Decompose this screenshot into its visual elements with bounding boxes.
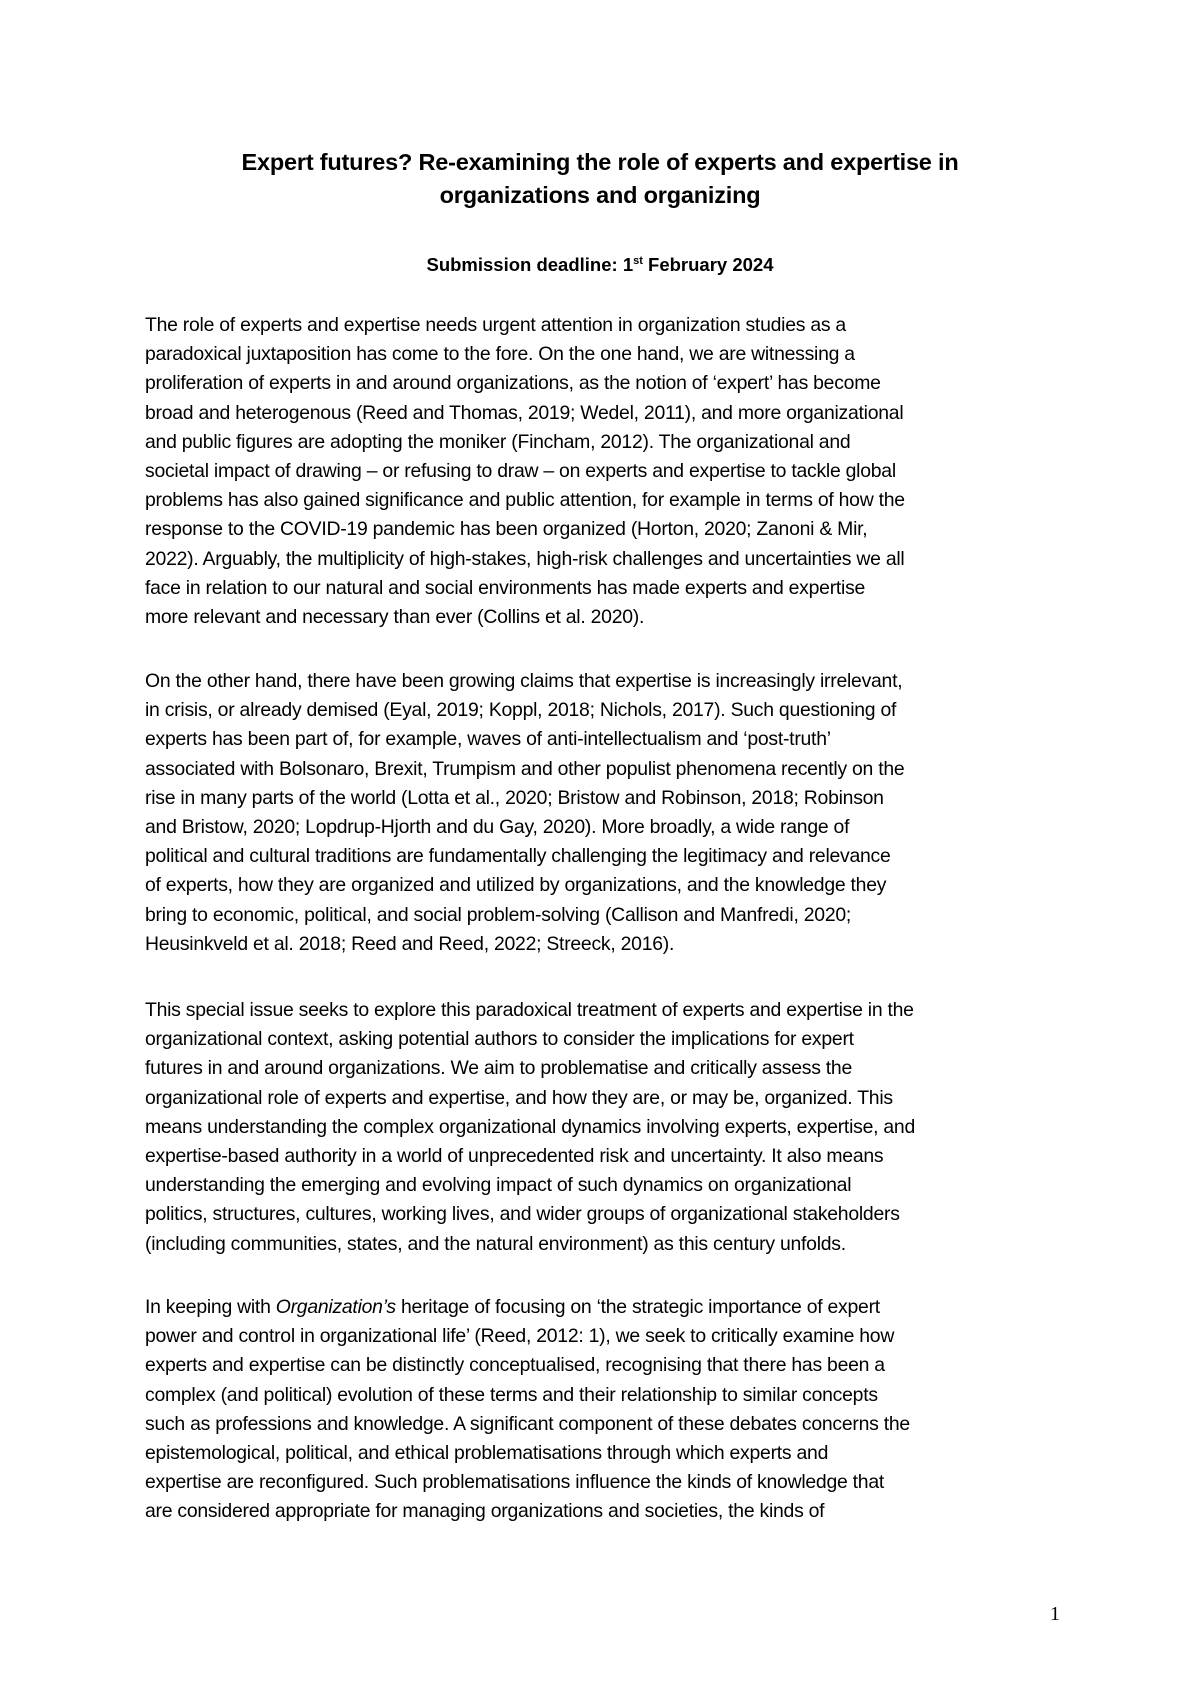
text-segment: heritage of focusing on ‘the strategic importance of expert <box>395 1296 880 1318</box>
text-line: On the other hand, there have been growing claims that expertise is increasingly irrelevant, <box>145 670 903 692</box>
text-line: broad and heterogenous (Reed and Thomas, 2019; Wedel, 2011), and more organizational <box>145 401 904 424</box>
paragraph-1 <box>145 311 1057 632</box>
text-line: futures in and around organizations. We aim to problematise and critically assess the <box>145 1057 852 1080</box>
text-line: (including communities, states, and the natural environment) as this century unfolds. <box>145 1232 846 1255</box>
paragraph-4 <box>145 1293 1057 1527</box>
deadline-prefix: Submission deadline: 1 <box>426 254 634 275</box>
text-line: societal impact of drawing – or refusing to draw – on experts and expertise to tackle global <box>145 460 896 483</box>
text-line: This special issue seeks to explore this paradoxical treatment of experts and expertise in the <box>145 999 914 1021</box>
text-line: more relevant and necessary than ever (Collins et al. 2020). <box>145 606 645 629</box>
submission-deadline <box>145 252 1055 278</box>
text-line: rise in many parts of the world (Lotta et al., 2020; Bristow and Robinson, 2018; Robinson <box>145 786 884 809</box>
text-segment: In keeping with <box>145 1296 276 1318</box>
deadline-suffix: February 2024 <box>642 254 774 275</box>
text-line: The role of experts and expertise needs urgent attention in organization studies as a <box>145 314 846 336</box>
title-line: organizations and organizing <box>439 182 761 208</box>
text-line: associated with Bolsonaro, Brexit, Trumpism and other populist phenomena recently on the <box>145 757 905 780</box>
text-line: of experts, how they are organized and utilized by organizations, and the knowledge they <box>145 874 887 897</box>
text-line: bring to economic, political, and social problem-solving (Callison and Manfredi, 2020; <box>145 903 852 926</box>
text-line: power and control in organizational life’ (Reed, 2012: 1), we seek to critically examine how <box>145 1325 895 1348</box>
text-line: in crisis, or already demised (Eyal, 2019; Koppl, 2018; Nichols, 2017). Such questioning of <box>145 699 897 722</box>
text-line: proliferation of experts in and around organizations, as the notion of ‘expert’ has become <box>145 372 881 395</box>
text-line: understanding the emerging and evolving impact of such dynamics on organizational <box>145 1174 852 1197</box>
text-line: problems has also gained significance and public attention, for example in terms of how the <box>145 489 905 512</box>
text-line <box>145 1293 1057 1322</box>
text-line: and Bristow, 2020; Lopdrup-Hjorth and du Gay, 2020). More broadly, a wide range of <box>145 816 850 839</box>
text-line: complex (and political) evolution of these terms and their relationship to similar concepts <box>145 1383 878 1406</box>
document-title <box>145 146 1055 212</box>
paragraph-3 <box>145 996 1057 1259</box>
text-line: 2022). Arguably, the multiplicity of high-stakes, high-risk challenges and uncertainties we all <box>145 547 905 570</box>
text-line: and public figures are adopting the moniker (Fincham, 2012). The organizational and <box>145 430 851 453</box>
text-line: politics, structures, cultures, working lives, and wider groups of organizational stakeholders <box>145 1203 900 1226</box>
text-line: expertise are reconfigured. Such problematisations influence the kinds of knowledge that <box>145 1471 884 1494</box>
deadline-superscript: st <box>633 254 643 267</box>
text-line: organizational context, asking potential authors to consider the implications for expert <box>145 1028 854 1051</box>
text-line: means understanding the complex organizational dynamics involving experts, expertise, and <box>145 1115 915 1138</box>
text-line: paradoxical juxtaposition has come to the fore. On the one hand, we are witnessing a <box>145 343 855 366</box>
text-line: experts and expertise can be distinctly conceptualised, recognising that there has been a <box>145 1354 885 1377</box>
text-line: organizational role of experts and expertise, and how they are, or may be, organized. This <box>145 1086 893 1109</box>
text-line: response to the COVID-19 pandemic has been organized (Horton, 2020; Zanoni & Mir, <box>145 518 868 541</box>
paragraph-2 <box>145 667 1057 959</box>
text-line: such as professions and knowledge. A significant component of these debates concerns the <box>145 1412 910 1435</box>
title-line: Expert futures? Re-examining the role of experts and expertise in <box>241 149 959 175</box>
journal-name: Organization’s <box>275 1296 396 1318</box>
text-line: Heusinkveld et al. 2018; Reed and Reed, 2022; Streeck, 2016). <box>145 932 675 955</box>
text-line: experts has been part of, for example, waves of anti-intellectualism and ‘post-truth’ <box>145 728 831 751</box>
text-line: are considered appropriate for managing organizations and societies, the kinds of <box>145 1500 825 1523</box>
text-line: expertise-based authority in a world of unprecedented risk and uncertainty. It also means <box>145 1145 884 1168</box>
text-line: political and cultural traditions are fundamentally challenging the legitimacy and relevance <box>145 845 891 868</box>
text-line: face in relation to our natural and social environments has made experts and expertise <box>145 576 866 599</box>
text-line: epistemological, political, and ethical problematisations through which experts and <box>145 1442 829 1465</box>
page-number: 1 <box>1050 1603 1060 1625</box>
